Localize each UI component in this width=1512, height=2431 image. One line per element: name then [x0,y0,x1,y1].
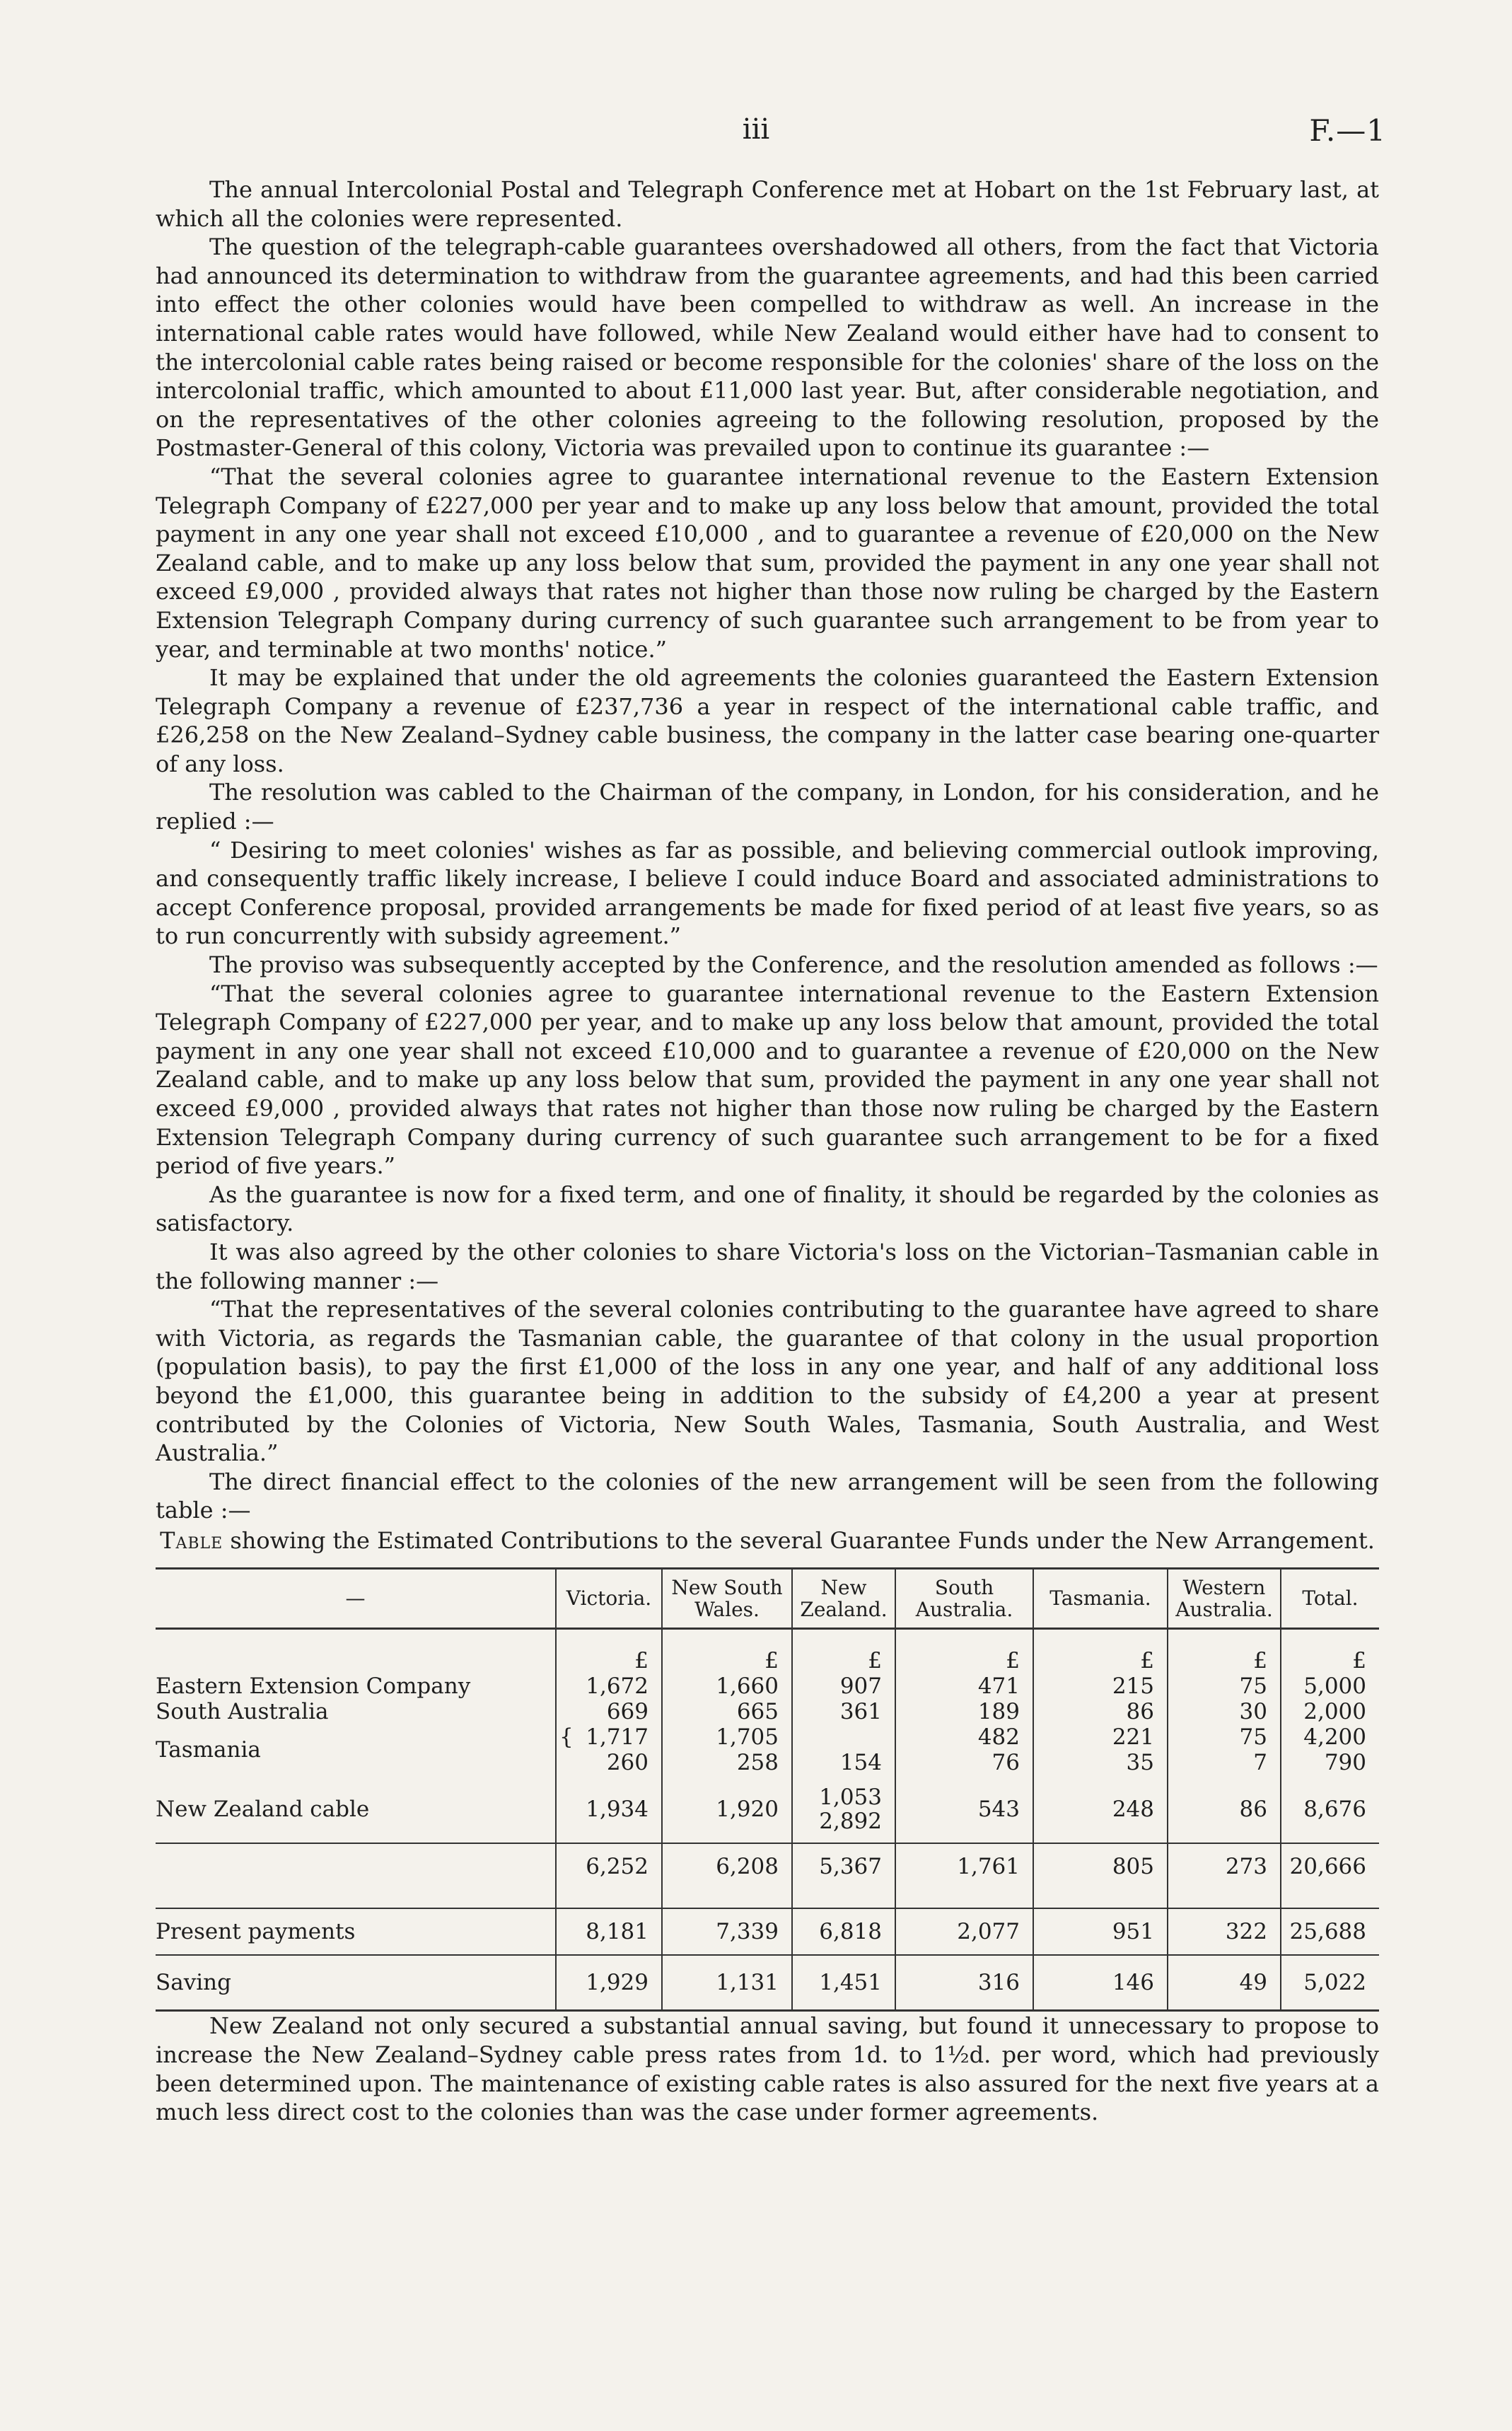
cell: 7,339 [662,1908,792,1955]
paragraph: The resolution was cabled to the Chairman of the company, in London, for his consideration, and he replied :— [156,779,1379,835]
cell: 951 [1033,1908,1168,1955]
cell: 1,672 [556,1673,662,1699]
cell: 30 [1168,1699,1281,1724]
header-new-zealand: New Zealand. [792,1568,895,1628]
cell: 86 [1168,1775,1281,1843]
header-victoria: Victoria. [556,1568,662,1628]
cell: 2,000 [1281,1699,1379,1724]
header-total: Total. [1281,1568,1379,1628]
currency-symbol: £ [1281,1628,1379,1673]
currency-row [156,1628,1379,1673]
cell: 86 [1033,1699,1168,1724]
cell: 1,934 [556,1775,662,1843]
present-payments-row [156,1908,1379,1955]
header-new-south-wales: New South Wales. [662,1568,792,1628]
cell: 258 [662,1750,792,1775]
cell: 76 [895,1750,1033,1775]
paragraph: The direct financial effect to the colonies of the new arrangement will be seen from the following table :— [156,1468,1379,1524]
cell: 154 [792,1750,895,1775]
paragraph: The proviso was subsequently accepted by the Conference, and the resolution amended as follows :— [209,951,1378,979]
cell: 146 [1033,1955,1168,2011]
paragraph: The annual Intercolonial Postal and Telegraph Conference met at Hobart on the 1st February last, at which all the colonies were represented. [156,176,1379,232]
cell: 6,818 [792,1908,895,1955]
table-row [156,1724,1379,1750]
cell: 6,208 [662,1843,792,1889]
cell: 2,077 [895,1908,1033,1955]
row-label: South Australia [156,1699,329,1725]
header-south-australia: South Australia. [895,1568,1033,1628]
cell: 482 [895,1724,1033,1750]
quoted-amended-resolution: “That the several colonies agree to guarantee international revenue to the Eastern Extension Telegraph Company of £227,000 per year, and to make up any loss below that amount, provided the total payment in any one year shall not exceed £10,000 and to guarantee a revenue of £20,000 on the New Zealand cable, and to make up any loss below that sum, provided the payment in any one year shall not exceed £9,000 , provided always that rates not higher than those now ruling be charged by the Eastern Extension Telegraph Company during currency of such guarantee such arrangement to be for a fixed period of five years.” [156,980,1379,1180]
header-western-australia: Western Australia. [1168,1568,1281,1628]
cell: 665 [662,1699,792,1724]
table-header-row [156,1568,1379,1628]
cell: 543 [895,1775,1033,1843]
paragraph: As the guarantee is now for a fixed term, and one of finality, it should be regarded by the colonies as satisfactory. [156,1180,1379,1237]
paragraph: It was also agreed by the other colonies to share Victoria's loss on the Victorian–Tasmanian cable in the following manner :— [156,1238,1379,1294]
row-label: New Zealand cable [156,1796,370,1822]
cell: 322 [1168,1908,1281,1955]
currency-symbol: £ [792,1628,895,1673]
cell: 805 [1033,1843,1168,1889]
cell: 1,131 [662,1955,792,2011]
quoted-tasmanian-agreement: “That the representatives of the several colonies contributing to the guarantee have agreed to share with Victoria, as regards the Tasmanian cable, the guarantee of that colony in the usual proportion (population basis), to pay the first £1,000 of the loss in any one year, and half of any additional loss beyond the £1,000, this guarantee being in addition to the subsidy of £4,200 a year at present contributed by the Colonies of Victoria, New South Wales, Tasmania, South Australia, and West Australia.” [156,1296,1379,1467]
header-tasmania: Tasmania. [1033,1568,1168,1628]
cell: 5,367 [792,1843,895,1889]
document-reference: F.—1 [1309,113,1386,148]
cell: 20,666 [1281,1843,1379,1889]
cell: 4,200 [1281,1724,1379,1750]
cell [792,1724,895,1750]
cell: 1,660 [662,1673,792,1699]
currency-symbol: £ [662,1628,792,1673]
cell: 273 [1168,1843,1281,1889]
paragraph: It may be explained that under the old agreements the colonies guaranteed the Eastern Extension Telegraph Company a revenue of £237,736 a year in respect of the international cable traffic, and £26,258 on the New Zealand–Sydney cable business, the company in the latter case bearing one-quarter of any loss. [156,664,1379,777]
cell: 471 [895,1673,1033,1699]
cell: 189 [895,1699,1033,1724]
row-label: Saving [156,1955,556,2011]
cell: 669 [556,1699,662,1724]
cell: 260 [556,1750,662,1775]
cell: 5,022 [1281,1955,1379,2011]
table-caption-text: showing the Estimated Contributions to the several Guarantee Funds under the New Arrangement. [223,1526,1375,1554]
cell: 361 [792,1699,895,1724]
row-label: Present payments [156,1908,556,1955]
cell: 1,929 [556,1955,662,2011]
cell: 1,761 [895,1843,1033,1889]
currency-symbol: £ [895,1628,1033,1673]
page-number: iii [742,113,770,146]
cell: 25,688 [1281,1908,1379,1955]
contributions-table [156,1567,1379,2012]
cell: 75 [1168,1724,1281,1750]
cell-value: 1,717 [586,1724,649,1751]
cell: 1,451 [792,1955,895,2011]
cell: 75 [1168,1673,1281,1699]
table-row [156,1673,1379,1699]
table-row [156,1699,1379,1724]
row-label: Tasmania [156,1737,261,1763]
currency-symbol: £ [1168,1628,1281,1673]
row-label: Eastern Extension Company [156,1673,471,1700]
header-blank: — [345,1586,366,1611]
saving-row [156,1955,1379,2011]
cell: 1,705 [662,1724,792,1750]
cell: 316 [895,1955,1033,2011]
currency-symbol: £ [1033,1628,1168,1673]
table-caption [156,1526,1379,1555]
cell: 7 [1168,1750,1281,1775]
currency-symbol: £ [556,1628,662,1673]
quoted-reply: “ Desiring to meet colonies' wishes as far as possible, and believing commercial outlook improving, and consequently traffic likely increase, I believe I could induce Board and associated administrations to accept Conference proposal, provided arrangements be made for fixed period of at least five years, so as to run concurrently with subsidy agreement.” [156,836,1379,950]
cell: 215 [1033,1673,1168,1699]
cell: 790 [1281,1750,1379,1775]
cell: 8,181 [556,1908,662,1955]
table-caption-lead: Table [160,1526,223,1554]
cell: 49 [1168,1955,1281,2011]
cell: 1,920 [662,1775,792,1843]
cell: 35 [1033,1750,1168,1775]
cell [792,1775,895,1843]
cell-value: 2,892 [819,1808,882,1834]
quoted-resolution: “That the several colonies agree to guarantee international revenue to the Eastern Extension Telegraph Company of £227,000 per year and to make up any loss below that amount, provided the total payment in any one year shall not exceed £10,000 , and to guarantee a revenue of £20,000 on the New Zealand cable, and to make up any loss below that sum, provided the payment in any one year shall not exceed £9,000 , provided always that rates not higher than those now ruling be charged by the Eastern Extension Telegraph Company during currency of such guarantee such arrangement to be from year to year, and terminable at two months' notice.” [156,463,1379,663]
cell: 6,252 [556,1843,662,1889]
cell: 221 [1033,1724,1168,1750]
cell: { 1,717 [556,1724,662,1750]
closing-paragraph: New Zealand not only secured a substantial annual saving, but found it unnecessary to propose to increase the New Zealand–Sydney cable press rates from 1d. to 1½d. per word, which had previously been determined upon. The maintenance of existing cable rates is also assured for the next five years at a much less direct cost to the colonies than was the case under former agreements. [156,2012,1379,2126]
cell: 8,676 [1281,1775,1379,1843]
paragraph: The question of the telegraph-cable guarantees overshadowed all others, from the fact that Victoria had announced its determination to withdraw from the guarantee agreements, and had this been carried into effect the other colonies would have been compelled to withdraw as well. An increase in the international cable rates would have followed, while New Zealand would either have had to consent to the intercolonial cable rates being raised or become responsible for the colonies' share of the loss on the intercolonial traffic, which amounted to about £11,000 last year. But, after considerable negotiation, and on the representatives of the other colonies agreeing to the following resolution, proposed by the Postmaster-General of this colony, Victoria was prevailed upon to continue its guarantee :— [156,233,1379,462]
table-row [156,1775,1379,1843]
cell: 5,000 [1281,1673,1379,1699]
cell-value: 1,053 [819,1784,882,1810]
document-body [156,175,1379,2127]
cell: 907 [792,1673,895,1699]
total-row [156,1843,1379,1889]
cell: 248 [1033,1775,1168,1843]
